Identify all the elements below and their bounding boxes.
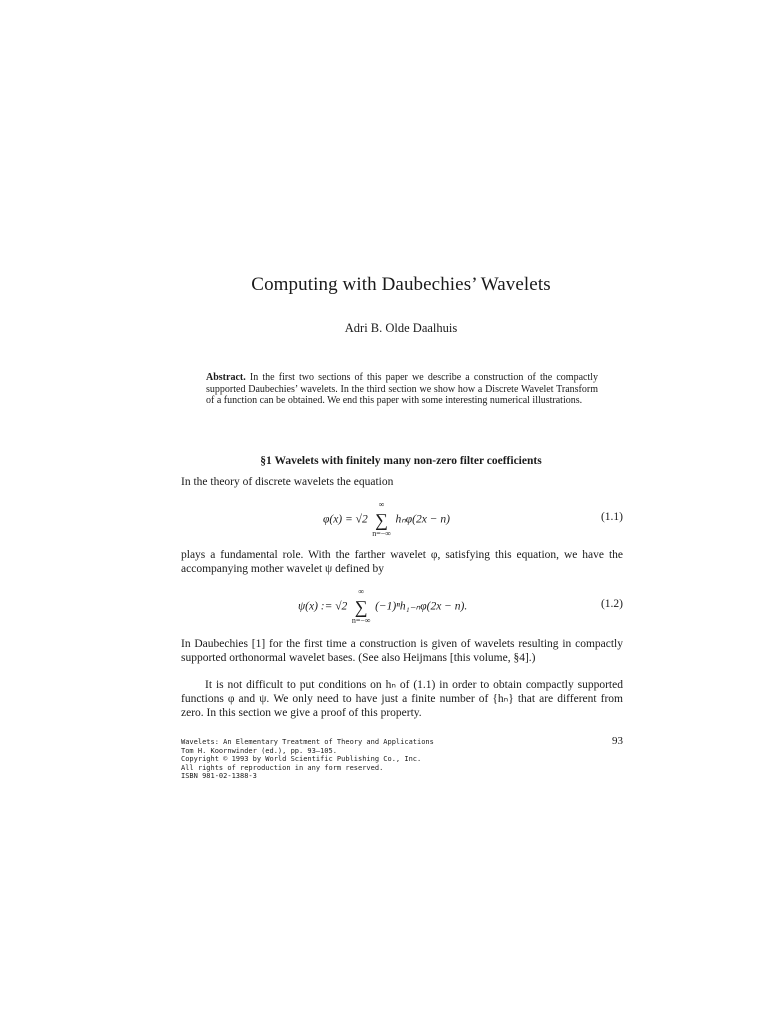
footer-line: Copyright © 1993 by World Scientific Publishing Co., Inc. (181, 755, 422, 764)
page-number: 93 (612, 735, 623, 747)
paragraph-4: It is not difficult to put conditions on hₙ of (1.1) in order to obtain compactly supported functions φ and ψ. We only need to have just a finite number of {hₙ} that are different from zero. In this section we give a proof of this property. (181, 679, 623, 719)
equation-number: (1.2) (600, 598, 623, 610)
summation-symbol: ∞ ∑ n=−∞ (352, 598, 370, 616)
equation-1-2-rhs: (−1)ⁿh₁₋ₙφ(2x − n). (375, 600, 468, 613)
sum-lower-limit: n=−∞ (351, 616, 371, 625)
paper-author: Adri B. Olde Daalhuis (344, 321, 458, 335)
footer-line: Tom H. Koornwinder (ed.), pp. 93–105. (181, 746, 337, 755)
abstract-text: In the first two sections of this paper we describe a construction of the compactly supported Daubechies’ wavelets. In the third section we show how a Discrete Wavelet Transform of a function can be obtained. We end this paper with some interesting numerical illustrations. (206, 372, 599, 406)
equation-number: (1.1) (600, 511, 623, 523)
footer-line: ISBN 981-02-1388-3 (181, 772, 257, 781)
equation-1-2 (181, 587, 623, 632)
equation-1-1-lhs: φ(x) = √2 (323, 513, 368, 526)
footer-copyright (181, 738, 481, 781)
sum-upper-limit: ∞ (358, 587, 365, 596)
abstract-label: Abstract. (206, 372, 246, 383)
sum-lower-limit: n=−∞ (372, 529, 391, 538)
abstract (206, 372, 598, 407)
footer-line: All rights of reproduction in any form reserved. (181, 763, 384, 772)
paragraph-3: In Daubechies [1] for the first time a construction is given of wavelets resulting in compactly supported orthonormal wavelet bases. (See also Heijmans [this volume, §4].) (181, 638, 623, 664)
section-heading: §1 Wavelets with finitely many non-zero filter coefficients (260, 455, 542, 467)
paper-title: Computing with Daubechies’ Wavelets (251, 274, 551, 295)
intro-paragraph: In the theory of discrete wavelets the equation (181, 476, 394, 488)
equation-1-1 (181, 500, 623, 545)
paragraph-2: plays a fundamental role. With the farther wavelet φ, satisfying this equation, we have the accompanying mother wavelet ψ defined by (181, 549, 623, 575)
sum-upper-limit: ∞ (378, 500, 385, 509)
equation-1-1-rhs: hₙφ(2x − n) (395, 513, 450, 526)
summation-symbol: ∞ ∑ n=−∞ (373, 511, 391, 529)
footer-line: Wavelets: An Elementary Treatment of Theory and Applications (181, 738, 434, 746)
equation-1-2-lhs: ψ(x) := √2 (298, 600, 348, 613)
